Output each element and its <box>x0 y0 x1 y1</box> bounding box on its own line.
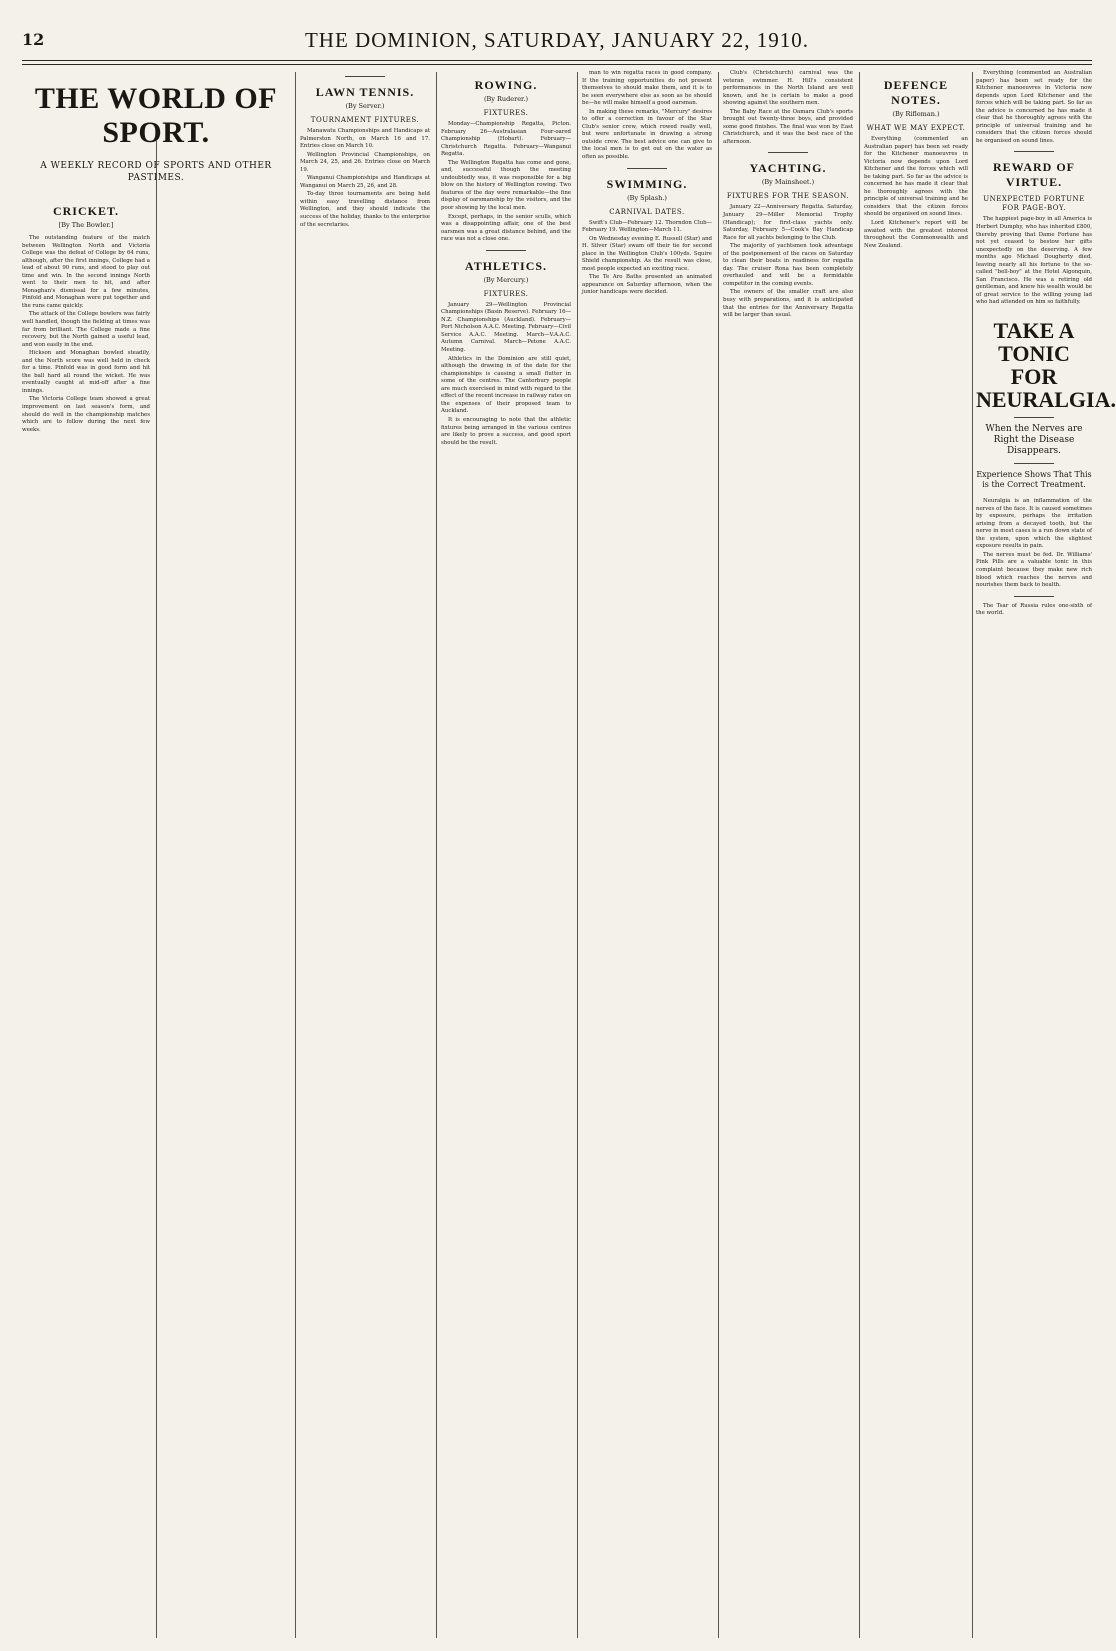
tennis-heading: LAWN TENNIS. <box>315 85 415 99</box>
tonic-advertisement <box>976 318 1116 490</box>
rowing-fixtures: Monday—Championship Regatta, Picton. February 26—Australasian Four-oared Championship (Hobart). February—Christchurch Regatta. February—Wanganui Regatta. <box>441 121 571 158</box>
defence-byline: (By Rifleman.) <box>892 110 940 118</box>
sport-subtitle: A WEEKLY RECORD OF SPORTS AND OTHER PASTIMES. <box>40 161 272 183</box>
athletics-heading: ATHLETICS. <box>464 258 548 273</box>
column-divider <box>577 72 578 1638</box>
defence-paragraph: Lord Kitchener's report will be awaited with the greatest interest throughout the Commonwealth and New Zealand. <box>864 220 968 249</box>
rowing-continued: man to win regatta races in good company. If the training opportunities do not present themselves to should make them, and it is to be seen everywhere else as soon as he should be—he will make himself a good oarsman. <box>582 70 712 107</box>
tennis-paragraph: Wellington Provincial Championships, on March 24, 25, and 26. Entries close on March 19. <box>300 151 430 173</box>
masthead <box>22 26 1092 61</box>
ad-rule <box>1014 463 1054 464</box>
ad-rule <box>1014 417 1054 418</box>
page-number: 12 <box>22 30 45 49</box>
column-tennis <box>300 70 430 1640</box>
column-divider <box>972 72 973 1638</box>
swimming-heading: SWIMMING. <box>606 176 688 191</box>
column-swimming <box>582 70 712 1640</box>
yachting-byline: (By Mainsheet.) <box>761 178 815 187</box>
ad-paragraph: Neuralgia is an inflammation of the nerves of the face. It is caused sometimes by exposure, perhaps the irritation arising from a decayed tooth, but the nerve in most cases is a run down state of the system, upon which the slightest exposure results in pain. <box>976 498 1092 550</box>
defence-subheading: WHAT WE MAY EXPECT. <box>866 124 966 132</box>
masthead-rule <box>22 64 1092 65</box>
swimming-paragraph: On Wednesday evening E. Russell (Star) and H. Silver (Star) swam off their tie for second place in the Wellington Club's 100yds. Squire Shield championship. As the result was close, most people expected an exciting race. <box>582 235 712 272</box>
cricket-heading: CRICKET. <box>52 204 120 218</box>
column-rowing <box>441 70 571 1640</box>
column-misc <box>976 70 1116 1640</box>
cricket-paragraph: Hickson and Monaghan bowled steadily, and the North score was well held in check for a time. Pinfold was in good form and hit the ball hard all round the wicket. He was eventually caught at mid-off after a fine innings. <box>22 350 150 394</box>
swimming-byline: (By Splash.) <box>627 193 667 202</box>
rowing-paragraph: The Wellington Regatta has come and gone, and, successful though the meeting undoubtedly was, it was responsible for a big blow on the history of Wellington rowing. Two features of the day were remarkable—the fine display of oarsmanship by the visitors, and the poor showing by the local men. <box>441 159 571 212</box>
column-yachting <box>723 70 853 1640</box>
rowing-continued: In making these remarks, "Mercury" desires to offer a correction in favour of the Star Club's senior crew, which rowed really well, but were unfortunate in drawing a strong outside crew. The best advice one can give to the local men is to get out on the water as often as possible. <box>582 108 712 161</box>
reward-subheading: UNEXPECTED FORTUNE FOR PAGE-BOY. <box>983 195 1085 213</box>
swimming-dates-heading: CARNIVAL DATES. <box>609 207 685 216</box>
reward-heading: REWARD OF VIRTUE. <box>992 160 1075 190</box>
section-rule <box>1014 596 1054 597</box>
athletics-fixtures-heading: FIXTURES. <box>483 289 529 298</box>
column-divider <box>156 140 157 1638</box>
sport-title: THE WORLD OF SPORT. <box>34 82 278 149</box>
section-rule <box>1014 151 1054 152</box>
section-rule <box>627 168 667 169</box>
swimming-continued: The Baby Race at the Oamaru Club's sports brought out twenty-three boys, and provided some good finishes. The final was won by East Christchurch, and it was the best race of the afternoon. <box>723 108 853 145</box>
tennis-byline: (By Server.) <box>345 102 385 110</box>
tennis-paragraph: Wanganui Championships and Handicaps at Wanganui on March 25, 26, and 28. <box>300 175 430 189</box>
yachting-fixtures: January 22—Anniversary Regatta. Saturday, January 29—Miller Memorial Trophy (Handicap); for first-class yachts only. Saturday, February 5—Cook's Bay Handicap Race for all yachts belonging to the Club. <box>723 204 853 241</box>
athletics-fixtures: January 29—Wellington Provincial Championships (Basin Reserve). February 16—N.Z. Championships (Auckland). February—Port Nicholson A.A.C. Meeting. February—Civil Service A.A.C. Meeting. March—V.A.A.C. Autumn Carnival. March—Petone A.A.C. Meeting. <box>441 301 571 354</box>
athletics-byline: (By Mercury.) <box>483 275 529 284</box>
ad-paragraph: The nerves must be fed. Dr. Williams' Pink Pills are a valuable tonic in this complaint because they make new rich blood which reaches the nerves and nourishes them back to health. <box>976 551 1092 589</box>
cricket-paragraph: The Victoria College team showed a great improvement on last season's form, and should do well in the championship matches which are to follow during the next few weeks. <box>22 396 150 433</box>
reward-paragraph: The happiest page-boy in all America is Herbert Dumphy, who has inherited £800, thereby proving that Dame Fortune has not yet ceased to bestow her gifts unexpectedly on the deserving. A few months ago Michael Dougherty died, leaving nearly all his fortune to the so-called "bell-boy" at the Hotel Algonquin, San Francisco. He was a retiring old gentleman, and knew his wealth would be of great service to the willing young lad who had attended on him so faithfully. <box>976 216 1092 306</box>
column-divider <box>295 72 296 1638</box>
column-divider <box>859 72 860 1638</box>
column-defence <box>864 70 968 1640</box>
newspaper-title: THE DOMINION, SATURDAY, JANUARY 22, 1910. <box>304 28 809 52</box>
defence-continued: Everything (commented an Australian paper) has been set ready for the Kitchener manoeuvres in Victoria now depends upon Lord Kitchener and the forces which will be taking part. So far as the advice is concerned he has made it clear that he thoroughly agrees with the principle of universal training and he considers that the citizen forces should be organised on sound lines. <box>976 70 1092 144</box>
yachting-fixtures-heading: FIXTURES FOR THE SEASON. <box>726 192 850 201</box>
column-divider <box>436 72 437 1638</box>
swimming-continued: Club's (Christchurch) carnival was the veteran swimmer. H. Hill's consistent performances in the North Island are well known, and he is certain to make a good showing against the southern men. <box>723 70 853 107</box>
cricket-column <box>22 196 150 435</box>
swimming-paragraph: The Te Aro Baths presented an animated appearance on Saturday afternoon, when the junior handicaps were decided. <box>582 274 712 296</box>
footer-note: The Tsar of Russia rules one-sixth of the world. <box>976 602 1092 617</box>
tennis-paragraph: Manawatu Championships and Handicaps at Palmerston North, on March 16 and 17. Entries close on March 10. <box>300 128 430 150</box>
ad-subline: When the Nerves are Right the Disease Disappears. <box>985 424 1083 457</box>
rowing-byline: (By Ruderer.) <box>483 95 529 103</box>
section-rule <box>345 76 385 77</box>
cricket-paragraph: The attack of the College bowlers was fairly well handled, though the fielding at times was far from brilliant. The College made a fine recovery, but the North gained a useful lead, and won easily in the end. <box>22 311 150 348</box>
ad-subline-2: Experience Shows That This is the Correct Treatment. <box>976 470 1092 490</box>
yachting-paragraph: The majority of yachtsmen took advantage of the postponement of the races on Saturday to clean their boats in readiness for regatta day. The cruiser Rona has been completely overhauled and will be a formidable competitor in the coming events. <box>723 243 853 287</box>
rowing-fixtures-heading: FIXTURES. <box>483 109 529 117</box>
rowing-heading: ROWING. <box>474 78 538 92</box>
column-divider <box>718 72 719 1638</box>
athletics-paragraph: Athletics in the Dominion are still quiet, although the drawing in of the date for the championships is causing a small flutter in some of the centres. The Canterbury people are much exercised in mind with regard to the effect of the recent increase in railway rates on the expenses of their proposed team to Auckland. <box>441 355 571 415</box>
defence-heading: DEFENCE NOTES. <box>883 78 949 107</box>
swimming-dates: Swift's Club—February 12. Thorndon Club—February 19. Wellington—March 11. <box>582 219 712 234</box>
defence-paragraph: Everything (commented an Australian paper) has been set ready for the Kitchener manoeuvres in Victoria now depends upon Lord Kitchener and the forces which will be taking part. So far as the advice is concerned he has made it clear that he thoroughly agrees with the principle of universal training and he considers that the citizen forces should be organised on sound lines. <box>864 136 968 218</box>
tennis-paragraph: To-day three tournaments are being held within easy travelling distance from Wellington, and they should indicate the success of the holiday, thanks to the enterprise of the secretaries. <box>300 191 430 228</box>
tennis-fixtures-heading: TOURNAMENT FIXTURES. <box>310 116 420 124</box>
cricket-paragraph: The outstanding feature of the match between Wellington North and Victoria College was the defeat of College by 64 runs, although, after the first innings, College had a lead of about 90 runs, and stood to play out time and win. In the second innings North went to their men to hit, and after Monaghan's dismissal for a few minutes, Pinfold and Monaghan were put together and the runs came quickly. <box>22 235 150 309</box>
athletics-paragraph: It is encouraging to note that the athletic fixtures being arranged in the various centres are likely to prove a success, and good sport should be the result. <box>441 416 571 446</box>
yachting-paragraph: The owners of the smaller craft are also busy with preparations, and it is anticipated that the entries for the Anniversary Regatta will be larger than usual. <box>723 289 853 319</box>
section-rule <box>768 152 808 153</box>
section-rule <box>486 250 526 251</box>
rowing-paragraph: Except, perhaps, in the senior sculls, which was a disappointing affair, one of the best oarsmen was a great distance behind, and the race was not a close one. <box>441 213 571 243</box>
cricket-byline: [By The Bowler.] <box>58 221 114 229</box>
ad-headline: TAKE A TONIC FOR NEURALGIA. <box>976 318 1116 413</box>
yachting-heading: YACHTING. <box>749 161 827 176</box>
